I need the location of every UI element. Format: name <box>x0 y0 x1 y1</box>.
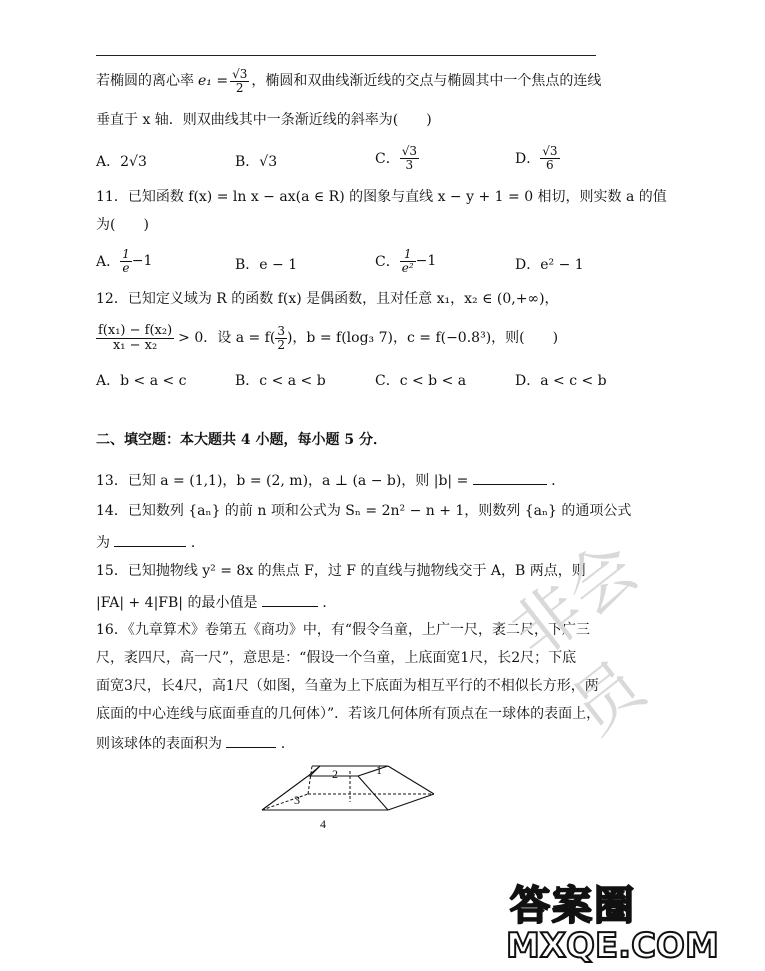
q12-line2 <box>96 318 558 358</box>
q16-line2: 尺，袤四尺，高一尺”，意思是：“假设一个刍童，上底面宽1尺，长2尺；下底 <box>96 650 577 666</box>
q10-e1-num: √3 <box>232 66 248 81</box>
q11-option-a-den: e <box>122 260 130 275</box>
q11-option-a-fraction <box>120 248 132 274</box>
q10-option-c-label: C． <box>375 151 400 167</box>
q11-option-c <box>375 243 436 279</box>
q15-line2-pre: |FA| + 4|FB| 的最小值是 <box>96 595 258 611</box>
q14-line2-end: ． <box>190 535 205 551</box>
q12-condition-den: x₁ − x₂ <box>112 337 158 353</box>
q10-option-d-den: 6 <box>546 157 554 172</box>
q12-option-d: D．a < c < b <box>515 373 607 389</box>
watermark: 非会员 <box>497 528 660 751</box>
q14-answer-blank[interactable] <box>114 534 186 547</box>
q10-line1-post: ，椭圆和双曲线渐近线的交点与椭圆其中一个焦点的连线 <box>251 73 602 89</box>
q11-line1: 11．已知函数 f(x) = ln x − ax(a ∈ R) 的图象与直线 x − y + 1 = 0 相切，则实数 a 的值 <box>96 189 667 205</box>
q11-option-c-label: C． <box>375 254 400 270</box>
figure-label-1: 1 <box>376 763 382 777</box>
q15-line2 <box>96 594 336 610</box>
q16-line1: 16．《九章算术》卷第五《商功》中，有“假令刍童，上广一尺，袤二尺，下广三 <box>96 622 590 638</box>
figure-label-3: 3 <box>294 793 300 807</box>
q10-option-a: A．2√3 <box>96 154 147 170</box>
q12-condition-num: f(x₁) − f(x₂) <box>98 322 173 338</box>
figure-top-right-edge <box>358 766 388 776</box>
q16-line5-end: ． <box>280 736 295 752</box>
q13-text: 13．已知 a = (1,1)，b = (2, m)，a ⊥ (a − b)，则 |b| = <box>96 473 469 489</box>
q11-option-c-den: e² <box>401 260 414 275</box>
q10-line1-pre: 若椭圆的离心率 <box>96 73 194 89</box>
q16-answer-blank[interactable] <box>226 735 276 748</box>
q12-a-den: 2 <box>277 337 285 352</box>
q10-option-c-den: 3 <box>405 157 414 172</box>
q11-option-b: B．e − 1 <box>235 257 298 273</box>
q14-line2 <box>96 534 205 550</box>
q11-option-c-fraction <box>400 248 416 274</box>
q10-option-d-label: D． <box>515 151 541 167</box>
q11-option-d: D．e² − 1 <box>515 257 584 273</box>
site-logo-title: 答案圈 <box>510 883 636 929</box>
q14-line1: 14．已知数列 {aₙ} 的前 n 项和公式为 Sₙ = 2n² − n + 1，则数列 {aₙ} 的通项公式 <box>96 503 632 519</box>
q10-e1-fraction <box>230 68 249 94</box>
q12-a-num: 3 <box>277 323 285 338</box>
q16-line5 <box>96 735 295 751</box>
q10-line2: 垂直于 x 轴．则双曲线其中一条渐近线的斜率为( ) <box>96 112 432 128</box>
chutong-figure <box>250 758 440 834</box>
q16-line5-pre: 则该球体的表面积为 <box>96 736 222 752</box>
q13-end: ． <box>551 473 566 489</box>
q11-option-a-num: 1 <box>122 246 130 261</box>
q12-option-a: A．b < a < c <box>96 373 187 389</box>
figure-label-4: 4 <box>320 817 326 831</box>
q12-option-c: C．c < b < a <box>375 373 467 389</box>
site-logo-url: MXQE.COM <box>506 926 719 966</box>
q11-option-a <box>96 243 152 279</box>
q11-option-c-num: 1 <box>400 248 416 262</box>
q10-option-c <box>375 138 419 178</box>
q10-option-b: B．√3 <box>235 154 278 170</box>
q11-option-a-label: A． <box>96 254 121 270</box>
q12-a-fraction <box>275 325 287 351</box>
q11-line2: 为( ) <box>96 217 149 233</box>
q12-line1: 12．已知定义域为 R 的函数 f(x) 是偶函数，且对任意 x₁，x₂ ∈ (0,+∞)， <box>96 291 559 307</box>
q14-line2-pre: 为 <box>96 535 110 551</box>
q15-line2-end: ． <box>322 595 337 611</box>
figure-label-2: 2 <box>332 767 338 781</box>
figure-lateral-back-right <box>388 766 434 794</box>
q15-answer-blank[interactable] <box>262 594 318 607</box>
q10-e1-den: 2 <box>235 80 244 95</box>
q16-line3: 面宽3尺，长4尺，高1尺（如图，刍童为上下底面为相互平行的不相似长方形，两 <box>96 678 599 694</box>
q10-option-c-fraction <box>400 145 419 171</box>
q10-option-c-num: √3 <box>401 143 417 158</box>
q10-option-d-fraction <box>540 145 559 171</box>
figure-lateral-front-left <box>262 776 308 810</box>
q10-line1 <box>96 64 601 98</box>
q13-line <box>96 472 565 488</box>
figure-lateral-front-right <box>358 776 388 810</box>
q13-answer-blank[interactable] <box>473 472 547 485</box>
q11-option-a-tail: −1 <box>131 253 153 269</box>
q12-line2-b: )，b = f(log₃ 7)，c = f(−0.8³)，则( ) <box>286 330 559 346</box>
q15-line1: 15．已知抛物线 y² = 8x 的焦点 F，过 F 的直线与抛物线交于 A，B 两点，则 <box>96 563 586 579</box>
q12-condition-fraction <box>96 324 174 352</box>
q16-line4: 底面的中心连线与底面垂直的几何体）”．若该几何体所有顶点在一球体的表面上， <box>96 706 601 722</box>
q11-option-c-tail: −1 <box>415 253 437 269</box>
q10-e1-expr: e₁ = <box>198 73 229 89</box>
q10-option-d-num: √3 <box>542 143 558 158</box>
section-heading-fill-in: 二、填空题：本大题共 4 小题，每小题 5 分． <box>96 432 387 448</box>
site-logo <box>506 874 719 968</box>
figure-hidden-lateral-back-left <box>308 766 312 794</box>
q12-line2-a: > 0．设 a = f( <box>178 330 276 346</box>
figure-bottom-right-edge <box>388 794 434 810</box>
q12-option-b: B．c < a < b <box>235 373 326 389</box>
top-rule <box>96 55 596 56</box>
q10-option-d <box>515 138 560 178</box>
figure-hidden-bottom-left <box>262 794 308 810</box>
